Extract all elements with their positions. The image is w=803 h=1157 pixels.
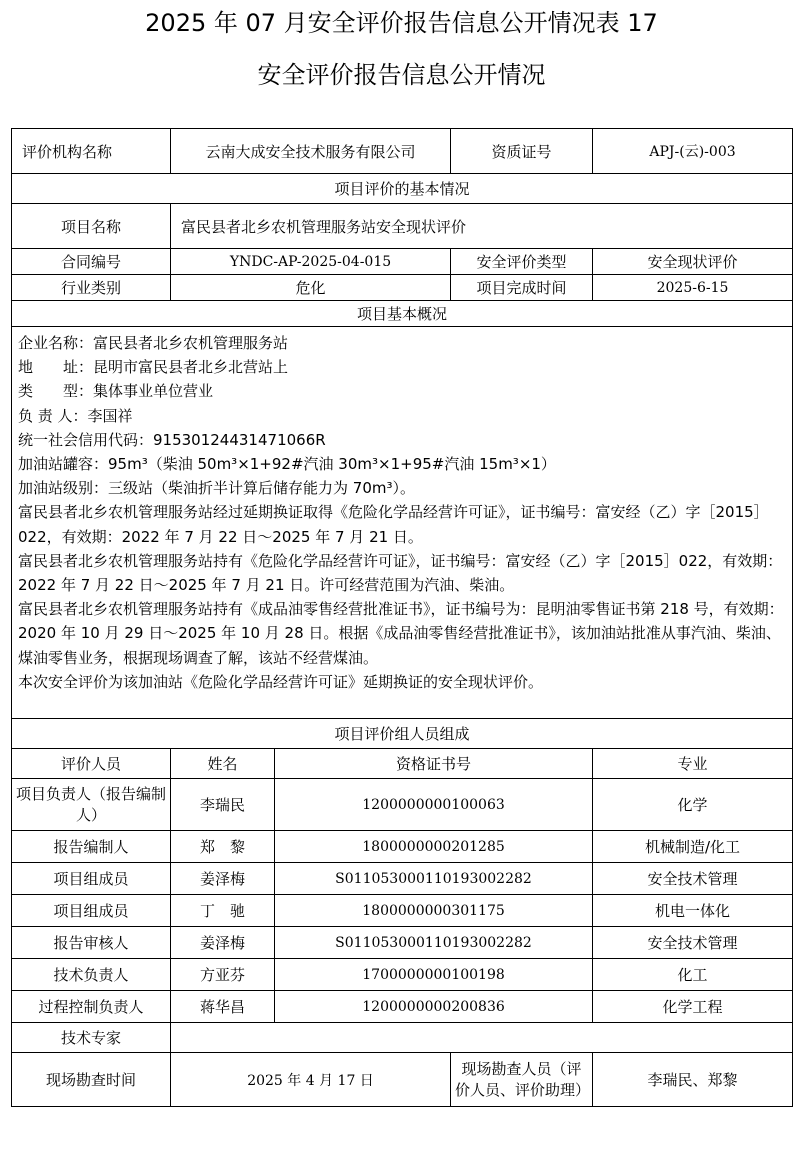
team-cert: 1200000000200836 [275, 991, 593, 1023]
project-name-label: 项目名称 [12, 204, 171, 249]
team-major: 安全技术管理 [593, 863, 793, 895]
team-cert: 1200000000100063 [275, 779, 593, 831]
team-name: 蒋华昌 [171, 991, 275, 1023]
overview-line: 本次安全评价为该加油站《危险化学品经营许可证》延期换证的安全现状评价。 [18, 672, 544, 691]
expert-label: 技术专家 [12, 1023, 171, 1053]
team-major: 安全技术管理 [593, 927, 793, 959]
eval-type-value: 安全现状评价 [593, 249, 793, 275]
eval-type-label: 安全评价类型 [451, 249, 593, 275]
cert-value: APJ-(云)-003 [593, 129, 793, 174]
team-role: 过程控制负责人 [12, 991, 171, 1023]
contract-label: 合同编号 [12, 249, 171, 275]
team-role: 项目组成员 [12, 895, 171, 927]
industry-label: 行业类别 [12, 275, 171, 301]
team-row [12, 959, 793, 991]
team-major: 机械制造/化工 [593, 831, 793, 863]
org-row [12, 129, 793, 174]
team-name: 方亚芬 [171, 959, 275, 991]
cert-label: 资质证号 [451, 129, 593, 174]
team-header-major: 专业 [593, 749, 793, 779]
industry-value: 危化 [171, 275, 451, 301]
overview-line: 负 责 人：李国祥 [18, 406, 133, 425]
team-cert: 1700000000100198 [275, 959, 593, 991]
finish-label: 项目完成时间 [451, 275, 593, 301]
overview-line: 加油站级别：三级站（柴油折半计算后储存能力为 70m³）。 [18, 479, 415, 498]
overview-section-title: 项目基本概况 [12, 301, 793, 327]
overview-body [12, 327, 793, 719]
overview-line: 类 型：集体事业单位营业 [18, 382, 214, 401]
disclosure-table [11, 128, 793, 1107]
finish-value: 2025-6-15 [593, 275, 793, 301]
document-title: 2025 年 07 月安全评价报告信息公开情况表 17 [145, 9, 658, 37]
org-value: 云南大成安全技术服务有限公司 [171, 129, 451, 174]
team-name: 郑 黎 [171, 831, 275, 863]
team-name: 姜泽梅 [171, 927, 275, 959]
team-cert: S011053000110193002282 [275, 863, 593, 895]
team-cert: 1800000000301175 [275, 895, 593, 927]
team-major: 机电一体化 [593, 895, 793, 927]
team-cert: 1800000000201285 [275, 831, 593, 863]
survey-staff-value: 李瑞民、郑黎 [593, 1053, 793, 1107]
team-header-row [12, 749, 793, 779]
project-name-value: 富民县者北乡农机管理服务站安全现状评价 [171, 204, 793, 249]
overview-line: 企业名称：富民县者北乡农机管理服务站 [18, 334, 289, 352]
team-row [12, 831, 793, 863]
survey-time-label: 现场勘查时间 [12, 1053, 171, 1107]
team-section-title: 项目评价组人员组成 [12, 719, 793, 749]
team-role: 报告编制人 [12, 831, 171, 863]
team-header-cert: 资格证书号 [275, 749, 593, 779]
contract-value: YNDC-AP-2025-04-015 [171, 249, 451, 275]
team-name: 李瑞民 [171, 779, 275, 831]
team-cert: S011053000110193002282 [275, 927, 593, 959]
survey-row [12, 1053, 793, 1107]
team-role: 项目负责人（报告编制人） [12, 779, 171, 831]
team-role: 技术负责人 [12, 959, 171, 991]
overview-line: 富民县者北乡农机管理服务站持有《危险化学品经营许可证》，证书编号：富安经（乙）字［2015］022，有效期：2022 年 7 月 22 日～2025 年 7 月 21 日。许可经营范围为汽油、柴油。 [18, 551, 783, 595]
team-major: 化工 [593, 959, 793, 991]
team-major: 化学 [593, 779, 793, 831]
survey-staff-label: 现场勘查人员（评价人员、评价助理） [451, 1053, 593, 1107]
overview-line: 地 址：昆明市富民县者北乡北营站上 [18, 358, 289, 377]
team-row [12, 927, 793, 959]
org-label: 评价机构名称 [12, 129, 171, 174]
team-role: 报告审核人 [12, 927, 171, 959]
survey-time-value: 2025 年 4 月 17 日 [171, 1053, 451, 1107]
team-row [12, 895, 793, 927]
team-row [12, 863, 793, 895]
team-header-name: 姓名 [171, 749, 275, 779]
overview-line: 统一社会信用代码：91530124431471066R [18, 430, 326, 449]
team-header-role: 评价人员 [12, 749, 171, 779]
overview-line: 加油站罐容：95m³（柴油 50m³×1+92#汽油 30m³×1+95#汽油 15m³×1） [18, 455, 556, 474]
team-name: 丁 驰 [171, 895, 275, 927]
team-role: 项目组成员 [12, 863, 171, 895]
team-row [12, 779, 793, 831]
expert-value [171, 1023, 793, 1053]
team-name: 姜泽梅 [171, 863, 275, 895]
overview-line: 富民县者北乡农机管理服务站持有《成品油零售经营批准证书》，证书编号为：昆明油零售证书第 218 号，有效期：2020 年 10 月 29 日～2025 年 10 月 28 日。根据《成品油零售经营批准证书》，该加油站批准从事汽油、柴油、煤油零售业务，根据现场调查了解，该站不经营煤油。 [18, 600, 784, 667]
overview-line: 富民县者北乡农机管理服务站经过延期换证取得《危险化学品经营许可证》，证书编号：富安经（乙）字［2015］022，有效期：2022 年 7 月 22 日～2025 年 7 月 21 日。 [18, 503, 769, 546]
document-subtitle: 安全评价报告信息公开情况 [257, 61, 546, 89]
expert-row [12, 1023, 793, 1053]
basic-section-title: 项目评价的基本情况 [12, 174, 793, 204]
team-row [12, 991, 793, 1023]
team-major: 化学工程 [593, 991, 793, 1023]
